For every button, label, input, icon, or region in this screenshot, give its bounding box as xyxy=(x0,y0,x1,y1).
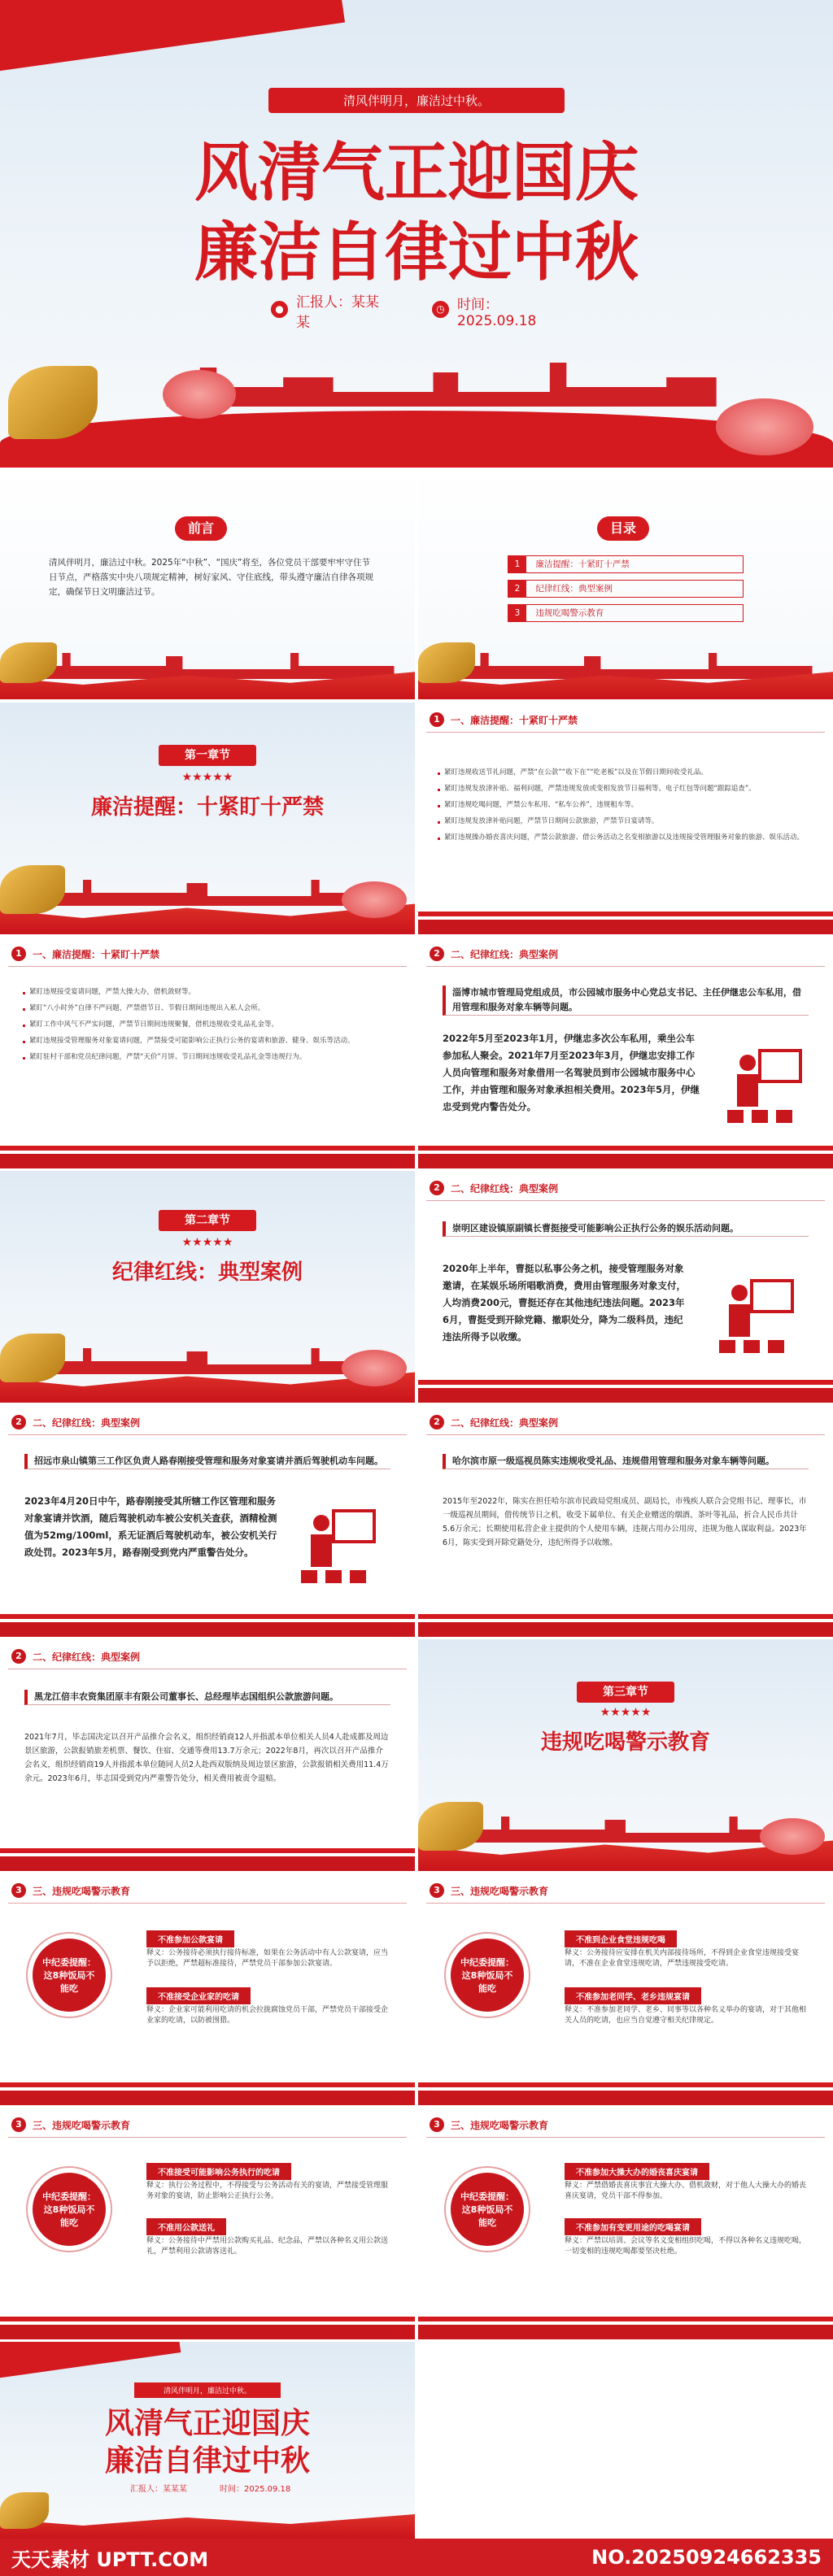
list-item: 紧盯违规吃喝问题，严禁公车私用、“私车公养”，违规租车等。 xyxy=(438,800,812,810)
case4-head: 哈尔滨市原一级巡视员陈实违规收受礼品、违规借用管理和服务对象车辆等问题。 xyxy=(443,1454,809,1469)
chapter2-tag: 第二章节 xyxy=(159,1210,256,1231)
section-header: 3 三、违规吃喝警示教育 xyxy=(11,1883,130,1898)
red-stripes xyxy=(0,1838,415,1871)
peony-icon xyxy=(342,881,407,918)
header-divider xyxy=(8,966,407,967)
rule-text: 释义：公务接待中严禁用公款购买礼品、纪念品，严禁以各种名义用公款送礼，严禁利用公款请客送礼。 xyxy=(146,2237,389,2256)
list-item: 紧盯违规发放津补贴、福利问题，严禁违规发放或变相发放节日福利等。电子红包等问题“跟踪追查”。 xyxy=(438,784,812,794)
trumpet-icon xyxy=(418,642,475,683)
red-stripes xyxy=(0,2073,415,2105)
red-stripes xyxy=(418,1604,833,1637)
warning-circle: 中纪委提醒：这8种饭局不能吃 xyxy=(451,1939,524,2012)
footer-site: 天天素材 UPTT.COM xyxy=(11,2548,209,2571)
section-header: 2 二、纪律红线：典型案例 xyxy=(430,946,558,961)
cover-time: ◷ 时间：2025.09.18 xyxy=(430,299,576,322)
header-divider xyxy=(426,1903,825,1904)
contents-item-3[interactable]: 3 违规吃喝警示教育 xyxy=(508,604,744,622)
header-divider xyxy=(426,966,825,967)
red-stripes xyxy=(418,1136,833,1168)
peony-icon xyxy=(342,1350,407,1386)
sec3-slide-c xyxy=(0,2108,415,2339)
case3-body: 2023年4月20日中午，路春刚接受其所辖工作区管理和服务对象宴请并饮酒，随后驾驶机动车被公安机关查获，酒精检测值为52mg/100ml，系无证酒后驾驶机动车，被公安机关行政处罚。2023年5月，路春刚受到党内严重警告处分。 xyxy=(24,1495,277,1558)
warning-circle: 中纪委提醒：这8种饭局不能吃 xyxy=(33,1939,106,2012)
rule-tag: 不准参加公款宴请 xyxy=(146,1930,234,1947)
chapter1-stars: ★★★★★ xyxy=(181,771,233,784)
sec1-slide-a xyxy=(418,703,833,934)
list-item: 紧盯违规收送节礼问题，严禁“在公款”“收下在”“吃老板”以及在节假日期间收受礼品。 xyxy=(438,768,812,777)
red-stripes xyxy=(418,2307,833,2339)
sec1-list-a xyxy=(438,768,812,849)
chapter2-stars: ★★★★★ xyxy=(181,1236,233,1249)
end-reporter: 汇报人：某某某 xyxy=(130,2485,187,2494)
clock-icon: ◷ xyxy=(432,301,449,318)
cover-reporter: ● 汇报人：某某某 xyxy=(268,299,392,322)
rule-text: 释义：严禁借婚丧喜庆事宜大操大办、借机敛财，对于他人大操大办的婚丧喜庆宴请，党员干部不得参加。 xyxy=(565,2182,807,2200)
cover-slogan: 清风伴明月，廉洁过中秋。 xyxy=(268,88,565,113)
contents-slide xyxy=(418,468,833,699)
cover-slide xyxy=(0,0,833,468)
preface-label: 前言 xyxy=(175,516,227,541)
cover-title-line2: 廉洁自律过中秋 xyxy=(194,215,639,289)
rule-text: 释义：不准参加老同学、老乡、同事等以各种名义举办的宴请，对于其他相关人员的吃请，也应当自觉遵守相关纪律规定。 xyxy=(565,2006,807,2025)
section-header: 2 二、纪律红线：典型案例 xyxy=(430,1181,558,1195)
chapter3-title: 违规吃喝警示教育 xyxy=(540,1730,710,1755)
rule-tag: 不准到企业食堂违规吃喝 xyxy=(565,1930,677,1947)
person-icon: ● xyxy=(271,301,288,318)
rule-tag: 不准用公款送礼 xyxy=(146,2218,226,2235)
red-stripes xyxy=(418,1370,833,1403)
peony-icon xyxy=(163,370,236,419)
red-stripes xyxy=(0,2307,415,2339)
contents-item-2[interactable]: 2 纪律红线：典型案例 xyxy=(508,580,744,598)
sec3-slide-b xyxy=(418,1873,833,2105)
rule-text: 释义：企业家可能利用吃请的机会拉拢腐蚀党员干部，严禁党员干部接受企业家的吃请，以防被围猎。 xyxy=(146,2006,389,2025)
footer-bar xyxy=(0,2539,833,2576)
header-divider xyxy=(8,1903,407,1904)
list-item: 紧盯违规发放津补贴问题，严禁节日期间公款旅游，严禁节日宴请等。 xyxy=(438,816,812,826)
case1-head: 淄博市城市管理局党组成员，市公园城市服务中心党总支书记、主任伊继忠公车私用，借用管理和服务对象车辆等问题。 xyxy=(443,986,809,1016)
teacher-board-icon xyxy=(719,1038,809,1128)
case2-head: 崇明区建设镇原副镇长曹挺接受可能影响公正执行公务的娱乐活动问题。 xyxy=(443,1221,809,1237)
sec3-slide-a xyxy=(0,1873,415,2105)
case1-slide xyxy=(418,937,833,1168)
rule-tag: 不准参加有变更用途的吃喝宴请 xyxy=(565,2218,701,2235)
case5-body: 2021年7月，毕志国决定以召开产品推介会名义，组织经销商12人并指派本单位相关人员4人赴成都及周边景区旅游，公款报销旅差机票、餐饮、住宿、交通等费用13.7万余元；2022年8月，再次以召开产品推介会名义，组织经销商19人并指派本单位随同人员2人赴西双版纳及周边景区旅游，公款报销相关费用11.4万余元。2023年6月，毕志国受到党内严重警告处分，相关费用被责令退赔。 xyxy=(24,1733,389,1783)
red-wave xyxy=(0,411,833,468)
sec1-slide-b xyxy=(0,937,415,1168)
end-slogan: 清风伴明月，廉洁过中秋。 xyxy=(134,2382,281,2398)
rule-text: 释义：公务接待必须执行接待标准，如果在公务活动中有人公款宴请，应当予以拒绝，严禁超标准接待，严禁党员干部参加公款宴请。 xyxy=(146,1949,389,1968)
chapter1-slide xyxy=(0,703,415,934)
end-time: 时间：2025.09.18 xyxy=(220,2485,291,2494)
contents-item-1[interactable]: 1 廉洁提醒：十紧盯十严禁 xyxy=(508,555,744,573)
top-ribbon xyxy=(0,0,345,75)
rule-tag: 不准接受可能影响公务执行的吃请 xyxy=(146,2163,291,2180)
trumpet-icon xyxy=(8,366,98,439)
list-item: 紧盯违规接受宴请问题，严禁大操大办，借机敛财等。 xyxy=(23,987,389,997)
case5-slide xyxy=(0,1639,415,1871)
red-wave xyxy=(0,2506,415,2539)
end-title-line2: 廉洁自律过中秋 xyxy=(104,2443,310,2478)
sec3-slide-d xyxy=(418,2108,833,2339)
header-divider xyxy=(426,732,825,733)
trumpet-icon xyxy=(0,642,57,683)
preface-text: 清风伴明月，廉洁过中秋。2025年“中秋”、“国庆”将至，各位党员干部要牢牢守住节日节点，严格落实中央八项规定精神，树好家风、守住底线，带头遵守廉洁自律各项规定，确保节日文明廉洁过节。 xyxy=(49,558,373,597)
trumpet-icon xyxy=(0,865,65,914)
preface-slide xyxy=(0,468,415,699)
case1-body: 2022年5月至2023年1月，伊继忠多次公车私用，乘坐公车参加私人聚会。2021年7月至2023年3月，伊继忠安排工作人员向管理和服务对象借用一名驾驶员到市公园城市服务中心工作，并由管理和服务对象承担相关费用。2023年5月，伊继忠受到党内警告处分。 xyxy=(443,1033,700,1112)
red-stripes xyxy=(418,2073,833,2105)
section-header: 2 二、纪律红线：典型案例 xyxy=(430,1415,558,1429)
red-stripes xyxy=(418,902,833,934)
chapter2-slide xyxy=(0,1171,415,1403)
red-stripes xyxy=(0,1604,415,1637)
peony-icon-right xyxy=(716,398,813,455)
chapter2-title: 纪律红线：典型案例 xyxy=(111,1260,303,1285)
section-header: 2 二、纪律红线：典型案例 xyxy=(11,1415,140,1429)
footer-number: NO.20250924662335 xyxy=(591,2546,822,2569)
trumpet-icon xyxy=(0,1334,65,1382)
rule-text: 释义：严禁以培训、会议等名义变相组织吃喝，不得以各种名义违规吃喝，一切变相的违规吃喝都要坚决杜绝。 xyxy=(565,2237,807,2256)
list-item: 紧盯驻村干部和党员纪律问题，严禁“天价”月饼、节日期间违规收受礼品礼金等违规行为。 xyxy=(23,1052,389,1062)
header-divider xyxy=(8,2137,407,2138)
section-header: 1 一、廉洁提醒：十紧盯十严禁 xyxy=(430,712,578,727)
red-stripes xyxy=(0,1136,415,1168)
header-divider xyxy=(8,1434,407,1435)
case3-head: 招远市泉山镇第三工作区负责人路春刚接受管理和服务对象宴请并酒后驾驶机动车问题。 xyxy=(24,1454,390,1469)
chapter3-tag: 第三章节 xyxy=(577,1682,674,1703)
header-divider xyxy=(426,1434,825,1435)
header-divider xyxy=(426,2137,825,2138)
rule-tag: 不准参加老同学、老乡违规宴请 xyxy=(565,1987,701,2004)
city-skyline xyxy=(0,358,833,407)
cover-title-line1: 风清气正迎国庆 xyxy=(194,136,639,210)
end-slide xyxy=(0,2342,415,2539)
section-header: 3 三、违规吃喝警示教育 xyxy=(430,2117,548,2132)
rule-tag: 不准参加大操大办的婚丧喜庆宴请 xyxy=(565,2163,709,2180)
chapter3-stars: ★★★★★ xyxy=(600,1706,652,1719)
list-item: 紧盯“八小时外”自律不严问题，严禁借节日、节假日期间违规出入私人会所。 xyxy=(23,1003,389,1013)
warning-circle: 中纪委提醒：这8种饭局不能吃 xyxy=(33,2173,106,2246)
chapter1-tag: 第一章节 xyxy=(159,745,256,766)
teacher-board-icon xyxy=(293,1499,382,1588)
trumpet-icon xyxy=(418,1802,483,1851)
case2-body: 2020年上半年，曹挺以私事公务之机，接受管理服务对象邀请，在某娱乐场所唱歌消费，费用由管理服务对象支付，人均消费200元，曹挺还存在其他违纪违法问题。2023年6月，曹挺受到开除党籍、撤职处分，降为二级科员，违纪违法所得予以收缴。 xyxy=(443,1263,686,1342)
teacher-board-icon xyxy=(711,1268,800,1358)
rule-tag: 不准接受企业家的吃请 xyxy=(146,1987,251,2004)
rule-text: 释义：公务接待应安排在机关内部接待场所，不得到企业食堂违规接受宴请，不准在企业食堂违规吃请，严禁违规接受吃请。 xyxy=(565,1949,800,1968)
trumpet-icon xyxy=(0,2492,49,2529)
sec1-list-b xyxy=(23,987,389,1068)
warning-circle: 中纪委提醒：这8种饭局不能吃 xyxy=(451,2173,524,2246)
chapter3-slide xyxy=(418,1639,833,1871)
chapter1-title: 廉洁提醒：十紧盯十严禁 xyxy=(90,795,324,820)
rule-text: 释义：执行公务过程中，不得接受与公务活动有关的宴请，严禁接受管理服务对象的宴请，防止影响公正执行公务。 xyxy=(146,2182,389,2200)
contents-label: 目录 xyxy=(597,516,649,541)
case5-head: 黑龙江倍丰农资集团原丰有限公司董事长、总经理毕志国组织公款旅游问题。 xyxy=(24,1690,390,1705)
city-skyline xyxy=(0,646,415,679)
case2-slide xyxy=(418,1171,833,1403)
list-item: 紧盯违规操办婚丧喜庆问题，严禁公款旅游、借公务活动之名变相旅游以及违规接受管理服务对象的旅游、娱乐活动。 xyxy=(438,833,812,842)
case4-slide xyxy=(418,1405,833,1637)
section-header: 3 三、违规吃喝警示教育 xyxy=(430,1883,548,1898)
case4-body: 2015年至2022年，陈实在担任哈尔滨市民政局党组成员、副局长，市残疾人联合会党组书记、理事长，市一级巡视员期间，借传统节日之机，收受下属单位、有关企业赠送的烟酒、茶叶等礼品，折合人民币共计5.6万余元；长期使用私营企业主提供的个人使用车辆，违规占用办公用房，违规为他人谋取利益。2023年6月，陈实受到开除党籍处分，违纪所得予以收缴。 xyxy=(443,1497,807,1547)
top-ribbon xyxy=(0,2342,181,2379)
section-header: 2 二、纪律红线：典型案例 xyxy=(11,1649,140,1664)
city-skyline xyxy=(418,646,833,679)
peony-icon xyxy=(760,1818,825,1855)
section-header: 1 一、廉洁提醒：十紧盯十严禁 xyxy=(11,946,159,961)
header-divider xyxy=(426,1200,825,1201)
list-item: 紧盯工作中风气不严实问题，严禁节日期间违规聚餐，借机违规收受礼品礼金等。 xyxy=(23,1020,389,1029)
case3-slide xyxy=(0,1405,415,1637)
list-item: 紧盯违规接受管理服务对象宴请问题，严禁接受可能影响公正执行公务的宴请和旅游、健身、娱乐等活动。 xyxy=(23,1036,389,1046)
end-title-line1: 风清气正迎国庆 xyxy=(104,2406,310,2440)
section-header: 3 三、违规吃喝警示教育 xyxy=(11,2117,130,2132)
